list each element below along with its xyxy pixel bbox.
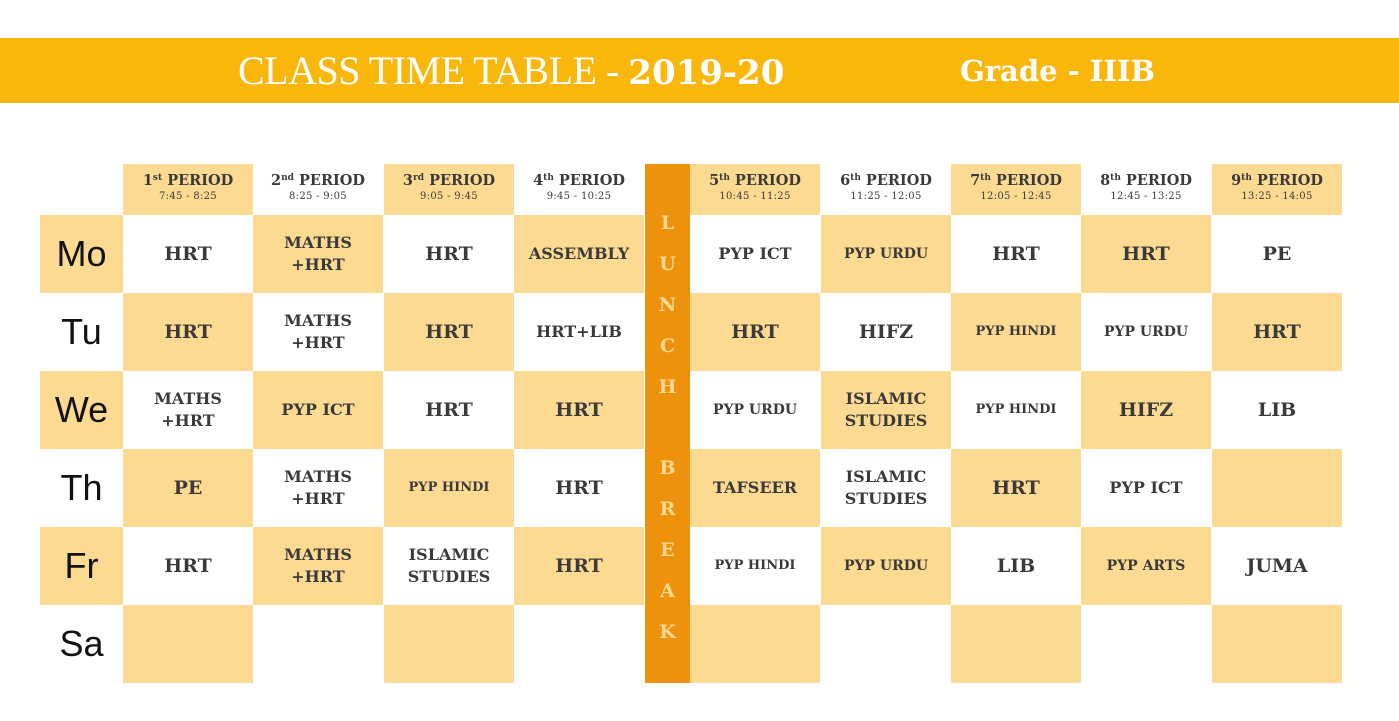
timetable-cell bbox=[253, 449, 383, 527]
title-text: CLASS TIME TABLE - bbox=[238, 48, 629, 93]
subject-text: LIB bbox=[996, 555, 1036, 577]
subject-text: PYP HINDI bbox=[975, 402, 1057, 417]
period-label: PERIOD bbox=[293, 172, 365, 189]
subject-text: HRT bbox=[555, 477, 603, 499]
period-suffix: th bbox=[1110, 173, 1121, 183]
period-suffix: th bbox=[543, 173, 554, 183]
timetable-cell bbox=[951, 527, 1081, 605]
timetable-cell bbox=[690, 215, 820, 293]
period-header bbox=[384, 164, 514, 215]
subject-text: PYP ICT bbox=[718, 244, 792, 263]
subject-text: HRT bbox=[425, 399, 473, 421]
period-number: 8 bbox=[1100, 172, 1111, 189]
period-suffix: th bbox=[980, 173, 991, 183]
timetable-cell bbox=[123, 449, 253, 527]
subject-text: PYP ICT bbox=[1109, 478, 1183, 497]
timetable-cell bbox=[514, 527, 644, 605]
subject-text: PYP HINDI bbox=[714, 558, 796, 573]
timetable-cell bbox=[1212, 605, 1342, 683]
subject-text: ISLAMIC STUDIES bbox=[407, 545, 491, 586]
subject-text: HRT bbox=[1253, 321, 1301, 343]
timetable-cell bbox=[821, 527, 951, 605]
period-label: PERIOD bbox=[162, 172, 234, 189]
lunch-break-letter: A bbox=[660, 580, 675, 602]
lunch-break-letter: L bbox=[660, 212, 675, 234]
lunch-break-letter: E bbox=[660, 539, 675, 561]
subject-text: PYP URDU bbox=[1103, 324, 1189, 340]
timetable-cell bbox=[123, 371, 253, 449]
period-number: 1 bbox=[142, 172, 153, 189]
period-number: 9 bbox=[1231, 172, 1242, 189]
timetable-cell bbox=[951, 215, 1081, 293]
timetable-cell bbox=[384, 449, 514, 527]
period-number: 6 bbox=[840, 172, 851, 189]
lunch-break-letter: B bbox=[659, 457, 676, 479]
subject-text: MATHS +HRT bbox=[284, 545, 352, 586]
subject-text: HIFZ bbox=[1118, 399, 1174, 421]
subject-text: LIB bbox=[1257, 399, 1297, 421]
period-header bbox=[690, 164, 820, 215]
period-time: 8:25 - 9:05 bbox=[289, 191, 347, 202]
lunch-break-letter: C bbox=[659, 335, 676, 357]
period-suffix: nd bbox=[281, 173, 294, 183]
lunch-break-letter: H bbox=[658, 376, 677, 398]
timetable-cell bbox=[514, 605, 644, 683]
subject-text: MATHS +HRT bbox=[284, 233, 352, 274]
period-header bbox=[253, 164, 383, 215]
subject-text: PYP HINDI bbox=[408, 480, 490, 495]
timetable-cell bbox=[821, 371, 951, 449]
period-suffix: st bbox=[152, 173, 163, 183]
period-header bbox=[821, 164, 951, 215]
subject-text: HRT bbox=[992, 243, 1040, 265]
timetable-cell bbox=[514, 371, 644, 449]
period-time: 7:45 - 8:25 bbox=[159, 191, 217, 202]
lunch-break-letter: K bbox=[659, 621, 676, 643]
period-suffix: th bbox=[719, 173, 730, 183]
subject-text: PE bbox=[1262, 243, 1292, 265]
period-name bbox=[253, 172, 383, 190]
title-year: 2019-20 bbox=[628, 53, 785, 93]
lunch-break-letter: N bbox=[658, 294, 677, 316]
timetable-cell bbox=[1081, 527, 1211, 605]
lunch-break-bar bbox=[645, 164, 690, 683]
period-time: 11:25 - 12:05 bbox=[850, 191, 922, 202]
subject-text: MATHS +HRT bbox=[284, 467, 352, 508]
timetable-cell bbox=[1081, 371, 1211, 449]
subject-text: HRT+LIB bbox=[536, 322, 622, 341]
day-label: Mo bbox=[40, 215, 123, 293]
period-name bbox=[821, 172, 951, 190]
timetable-cell bbox=[123, 215, 253, 293]
subject-text: HRT bbox=[731, 321, 779, 343]
timetable-cell bbox=[253, 293, 383, 371]
timetable-cell bbox=[690, 605, 820, 683]
timetable-cell bbox=[253, 605, 383, 683]
subject-text: PYP URDU bbox=[712, 402, 798, 418]
period-name bbox=[951, 172, 1081, 190]
timetable-cell bbox=[253, 527, 383, 605]
day-label: Sa bbox=[59, 623, 104, 664]
timetable-cell bbox=[514, 449, 644, 527]
timetable-cell bbox=[951, 371, 1081, 449]
day-label: Tu bbox=[61, 311, 102, 352]
period-time: 13:25 - 14:05 bbox=[1241, 191, 1313, 202]
subject-text: MATHS +HRT bbox=[284, 311, 352, 352]
period-time: 12:45 - 13:25 bbox=[1110, 191, 1182, 202]
timetable-cell bbox=[384, 215, 514, 293]
timetable-cell bbox=[514, 293, 644, 371]
timetable-cell bbox=[821, 605, 951, 683]
timetable-cell bbox=[384, 527, 514, 605]
timetable-cell bbox=[1212, 371, 1342, 449]
timetable-cell bbox=[253, 371, 383, 449]
timetable-cell bbox=[821, 215, 951, 293]
period-name bbox=[123, 172, 253, 190]
timetable-cell bbox=[384, 605, 514, 683]
grade-label: Grade - IIIB bbox=[960, 54, 1155, 88]
subject-text: MATHS +HRT bbox=[154, 389, 222, 430]
period-label: PERIOD bbox=[424, 172, 496, 189]
period-header bbox=[123, 164, 253, 215]
subject-text: JUMA bbox=[1246, 555, 1308, 577]
period-number: 2 bbox=[271, 172, 282, 189]
timetable-cell bbox=[123, 293, 253, 371]
timetable-cell bbox=[253, 215, 383, 293]
period-time: 9:05 - 9:45 bbox=[420, 191, 478, 202]
subject-text: HRT bbox=[164, 555, 212, 577]
timetable-cell bbox=[384, 371, 514, 449]
subject-text: PE bbox=[173, 477, 203, 499]
timetable-cell bbox=[514, 215, 644, 293]
timetable-cell bbox=[1212, 449, 1342, 527]
period-label: PERIOD bbox=[1120, 172, 1192, 189]
period-number: 4 bbox=[533, 172, 544, 189]
timetable-title bbox=[238, 49, 784, 95]
period-suffix: th bbox=[850, 173, 861, 183]
period-time: 9:45 - 10:25 bbox=[546, 191, 612, 202]
timetable-cell bbox=[951, 293, 1081, 371]
timetable-cell bbox=[951, 605, 1081, 683]
timetable-cell bbox=[1081, 605, 1211, 683]
subject-text: PYP ARTS bbox=[1106, 558, 1186, 574]
subject-text: PYP URDU bbox=[843, 246, 929, 262]
timetable-cell bbox=[821, 293, 951, 371]
subject-text: ISLAMIC STUDIES bbox=[844, 389, 928, 430]
subject-text: ASSEMBLY bbox=[528, 244, 630, 263]
subject-text: TAFSEER bbox=[712, 478, 798, 497]
subject-text: PYP URDU bbox=[843, 558, 929, 574]
timetable-cell bbox=[1212, 215, 1342, 293]
subject-text: HRT bbox=[425, 321, 473, 343]
timetable-cell bbox=[690, 527, 820, 605]
timetable-cell bbox=[123, 605, 253, 683]
period-label: PERIOD bbox=[1251, 172, 1323, 189]
period-suffix: rd bbox=[413, 173, 425, 183]
subject-text: HRT bbox=[164, 243, 212, 265]
period-time: 10:45 - 11:25 bbox=[719, 191, 791, 202]
timetable-cell bbox=[1212, 527, 1342, 605]
subject-text: PYP ICT bbox=[281, 400, 355, 419]
subject-text: PYP HINDI bbox=[975, 324, 1057, 339]
period-header bbox=[1081, 164, 1211, 215]
period-name bbox=[1212, 172, 1342, 190]
day-label: Fr bbox=[40, 527, 123, 605]
subject-text: HRT bbox=[425, 243, 473, 265]
period-number: 7 bbox=[970, 172, 981, 189]
timetable-cell bbox=[951, 449, 1081, 527]
period-name bbox=[690, 172, 820, 190]
period-header bbox=[1212, 164, 1342, 215]
period-name bbox=[1081, 172, 1211, 190]
timetable-cell bbox=[1081, 215, 1211, 293]
period-number: 5 bbox=[709, 172, 720, 189]
period-label: PERIOD bbox=[729, 172, 801, 189]
timetable-cell bbox=[690, 371, 820, 449]
timetable-cell bbox=[690, 449, 820, 527]
timetable-cell bbox=[821, 449, 951, 527]
timetable-cell bbox=[690, 293, 820, 371]
subject-text: HRT bbox=[164, 321, 212, 343]
period-header bbox=[951, 164, 1081, 215]
subject-text: HRT bbox=[1122, 243, 1170, 265]
day-label: We bbox=[40, 371, 123, 449]
period-name bbox=[384, 172, 514, 190]
subject-text: HRT bbox=[555, 555, 603, 577]
timetable-cell bbox=[123, 527, 253, 605]
period-time: 12:05 - 12:45 bbox=[980, 191, 1052, 202]
lunch-break-letter: R bbox=[659, 498, 676, 520]
period-name bbox=[514, 172, 644, 190]
timetable-cell bbox=[1081, 293, 1211, 371]
period-label: PERIOD bbox=[553, 172, 625, 189]
timetable-cell bbox=[384, 293, 514, 371]
subject-text: HRT bbox=[555, 399, 603, 421]
period-label: PERIOD bbox=[860, 172, 932, 189]
subject-text: HIFZ bbox=[858, 321, 914, 343]
timetable-cell bbox=[1081, 449, 1211, 527]
subject-text: ISLAMIC STUDIES bbox=[844, 467, 928, 508]
period-suffix: th bbox=[1241, 173, 1252, 183]
day-label: Th bbox=[60, 467, 103, 508]
period-header bbox=[514, 164, 644, 215]
lunch-break-letter: U bbox=[659, 253, 676, 275]
subject-text: HRT bbox=[992, 477, 1040, 499]
timetable-cell bbox=[1212, 293, 1342, 371]
period-label: PERIOD bbox=[990, 172, 1062, 189]
period-number: 3 bbox=[402, 172, 413, 189]
